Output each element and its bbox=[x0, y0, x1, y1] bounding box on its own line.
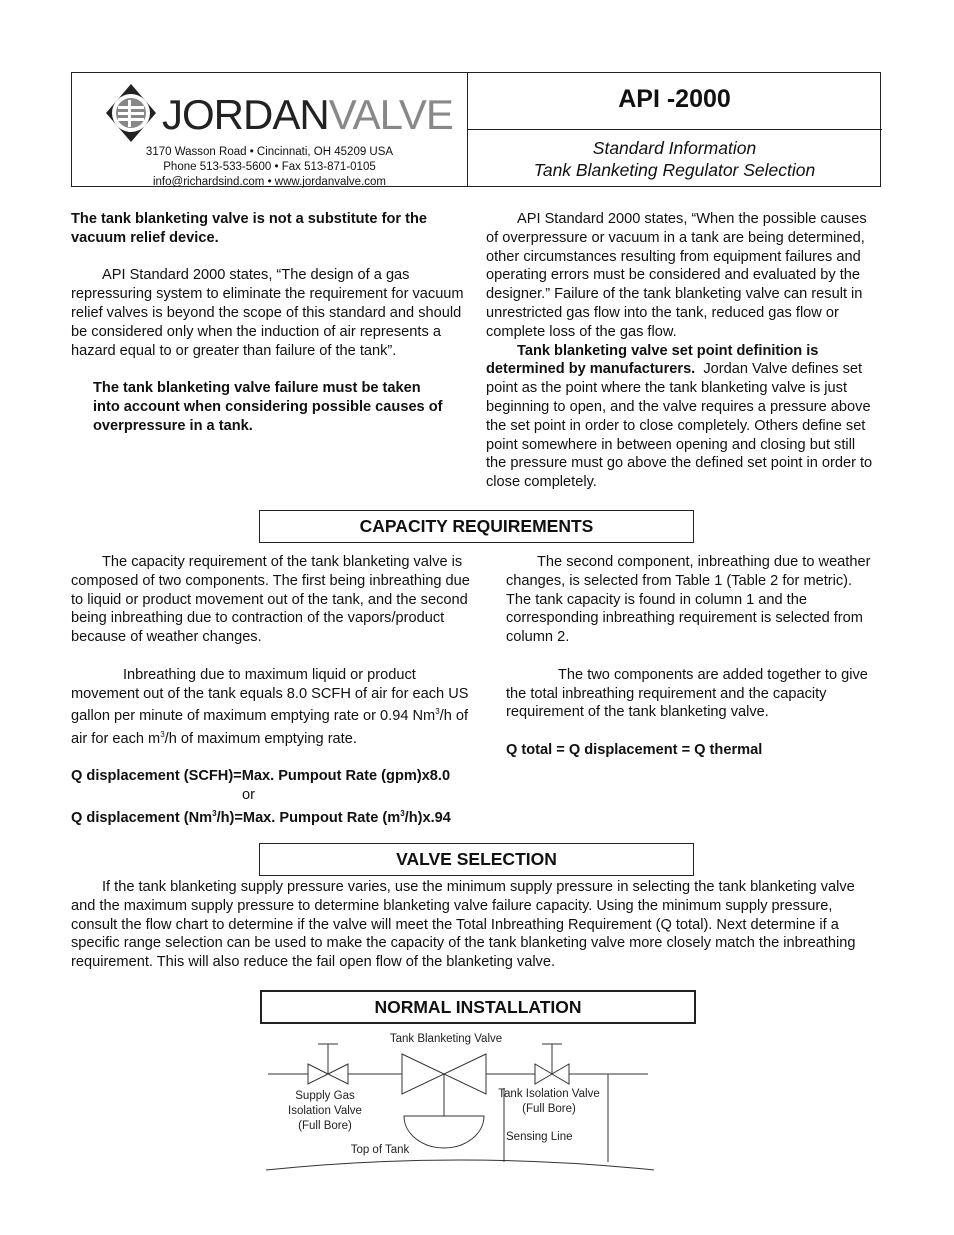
sup-4: 3 bbox=[400, 809, 405, 819]
thermal-para: The second component, inbreathing due to weather changes, is selected from Table 1 (Table 2 for metric). The tank capacity is found in column 1 and the corresponding inbreathing requirement is selected from column 2. bbox=[506, 554, 871, 646]
supply-valve-right-icon bbox=[328, 1064, 348, 1084]
blanketing-valve-left-icon bbox=[402, 1054, 444, 1094]
label-supply-gas bbox=[270, 1089, 380, 1134]
jordan-valve-logo-icon bbox=[102, 82, 160, 144]
wordmark-valve: VALVE bbox=[328, 91, 453, 138]
address-line-1: 3170 Wasson Road • Cincinnati, OH 45209 USA bbox=[145, 146, 394, 158]
intro-left-column bbox=[71, 210, 471, 436]
displacement-text-b: /h of air for each m bbox=[71, 708, 469, 747]
formula-or: or bbox=[242, 787, 255, 804]
label-supply-line-1: Supply Gas bbox=[295, 1090, 355, 1102]
wordmark-jordan: JORDAN bbox=[162, 91, 329, 138]
label-top-of-tank: Top of Tank bbox=[350, 1144, 410, 1156]
label-sensing-line: Sensing Line bbox=[506, 1131, 573, 1143]
tank-isolation-valve-left-icon bbox=[535, 1064, 552, 1084]
blanketing-valve-right-icon bbox=[444, 1054, 486, 1094]
valve-selection-heading: VALVE SELECTION bbox=[259, 843, 694, 876]
capacity-heading: CAPACITY REQUIREMENTS bbox=[259, 510, 694, 543]
capacity-right-column bbox=[506, 553, 878, 760]
subtitle-line-2: Tank Blanketing Regulator Selection bbox=[533, 160, 816, 180]
set-point-rest: Jordan Valve defines set point as the point where the tank blanketing valve is just beginning to open, and the valve requires a pressure above the set point in order to close completely. Others define set point somewhere in between opening and closing but still the pressure must go above the defined set point in order to close completely. bbox=[486, 361, 873, 491]
address-line-2: Phone 513-533-5600 • Fax 513-871-0105 bbox=[163, 161, 376, 173]
company-wordmark bbox=[162, 91, 453, 139]
set-point-lead: Tank blanketing valve set point definition is determined by manufacturers. bbox=[486, 342, 819, 378]
set-point-definition bbox=[486, 342, 878, 492]
formula-metric-a: Q displacement (Nm bbox=[71, 809, 213, 826]
label-iso-line-1: Tank Isolation Valve bbox=[498, 1088, 600, 1100]
total-para: The two components are added together to give the total inbreathing requirement and the capacity requirement of the tank blanketing valve. bbox=[506, 666, 868, 721]
tank-isolation-valve-right-icon bbox=[552, 1064, 569, 1084]
intro-right-quote: API Standard 2000 states, “When the possible causes of overpressure or vacuum in a tank are being determined, other circumstances resulting from equipment failures and operating errors must be considered and evaluated by the designer.” Failure of the tank blanketing valve can result in unrestricted gas flow into the tank, reduced gas flow or complete loss of the gas flow. bbox=[486, 211, 867, 340]
intro-right-column bbox=[486, 210, 878, 492]
doc-title: API -2000 bbox=[618, 85, 731, 113]
address-line-3: info@richardsind.com • www.jordanvalve.com bbox=[152, 176, 386, 188]
sup-3: 3 bbox=[212, 809, 217, 819]
label-blanketing-valve: Tank Blanketing Valve bbox=[389, 1033, 503, 1045]
formula-scfh: Q displacement (SCFH)=Max. Pumpout Rate (gpm)x8.0 bbox=[71, 768, 451, 785]
document-header bbox=[71, 72, 881, 187]
displacement-para bbox=[71, 666, 478, 749]
company-address bbox=[72, 145, 467, 190]
capacity-left-column bbox=[71, 553, 478, 828]
displacement-text-c: /h of maximum emptying rate. bbox=[164, 730, 357, 747]
sup-2: 3 bbox=[160, 730, 165, 740]
formula-metric bbox=[71, 805, 478, 828]
capacity-intro-para: The capacity requirement of the tank blanketing valve is composed of two components. The first being inbreathing due to liquid or product movement out of the tank, and the second being inbreathing due to contraction of the vapors/product because of weather changes. bbox=[71, 554, 470, 646]
sup-1: 3 bbox=[435, 707, 440, 717]
valve-selection-para: If the tank blanketing supply pressure varies, use the minimum supply pressure in selecting the tank blanketing valve and the maximum supply pressure to determine blanketing valve failure capacity. Using the minimum supply pressure, consult the flow chart to determine if the valve will meet the Total Inbreathing Requirement (Q total). Next determine if a specific range selection can be used to make the capacity of the tank blanketing valve more closely match the inbreathing requirement. This will also reduce the fail open flow of the blanketing valve. bbox=[71, 879, 856, 971]
doc-subtitle bbox=[467, 137, 882, 181]
valve-selection-body bbox=[71, 878, 881, 972]
subtitle-line-1: Standard Information bbox=[592, 138, 757, 158]
displacement-text-a: Inbreathing due to maximum liquid or product movement out of the tank equals 8.0 SCFH of air for each US gallon per minute of maximum emptying rate or 0.94 Nm bbox=[71, 666, 469, 725]
intro-warning: The tank blanketing valve is not a substitute for the vacuum relief device. bbox=[71, 211, 427, 246]
label-supply-line-2: Isolation Valve bbox=[288, 1105, 362, 1117]
company-block bbox=[72, 73, 468, 186]
formula-metric-c: /h)x.94 bbox=[404, 809, 451, 826]
supply-valve-left-icon bbox=[308, 1064, 328, 1084]
label-tank-isolation bbox=[489, 1087, 609, 1117]
label-supply-line-3: (Full Bore) bbox=[298, 1120, 352, 1132]
label-iso-line-2: (Full Bore) bbox=[522, 1103, 576, 1115]
intro-api-quote: API Standard 2000 states, “The design of a gas repressuring system to eliminate the requirement for vacuum relief valves is beyond the scope of this standard and should be considered only when the induction of air represents a hazard equal to or greater than failure of the tank”. bbox=[71, 267, 464, 359]
formula-metric-b: /h)=Max. Pumpout Rate (m bbox=[216, 809, 401, 826]
intro-failure-note: The tank blanketing valve failure must be taken into account when considering possible causes of overpressure in a tank. bbox=[93, 380, 443, 434]
installation-heading: NORMAL INSTALLATION bbox=[260, 990, 696, 1024]
total-formula: Q total = Q displacement = Q thermal bbox=[506, 741, 763, 758]
tank-top-curve bbox=[266, 1160, 654, 1170]
title-cell bbox=[467, 73, 882, 130]
